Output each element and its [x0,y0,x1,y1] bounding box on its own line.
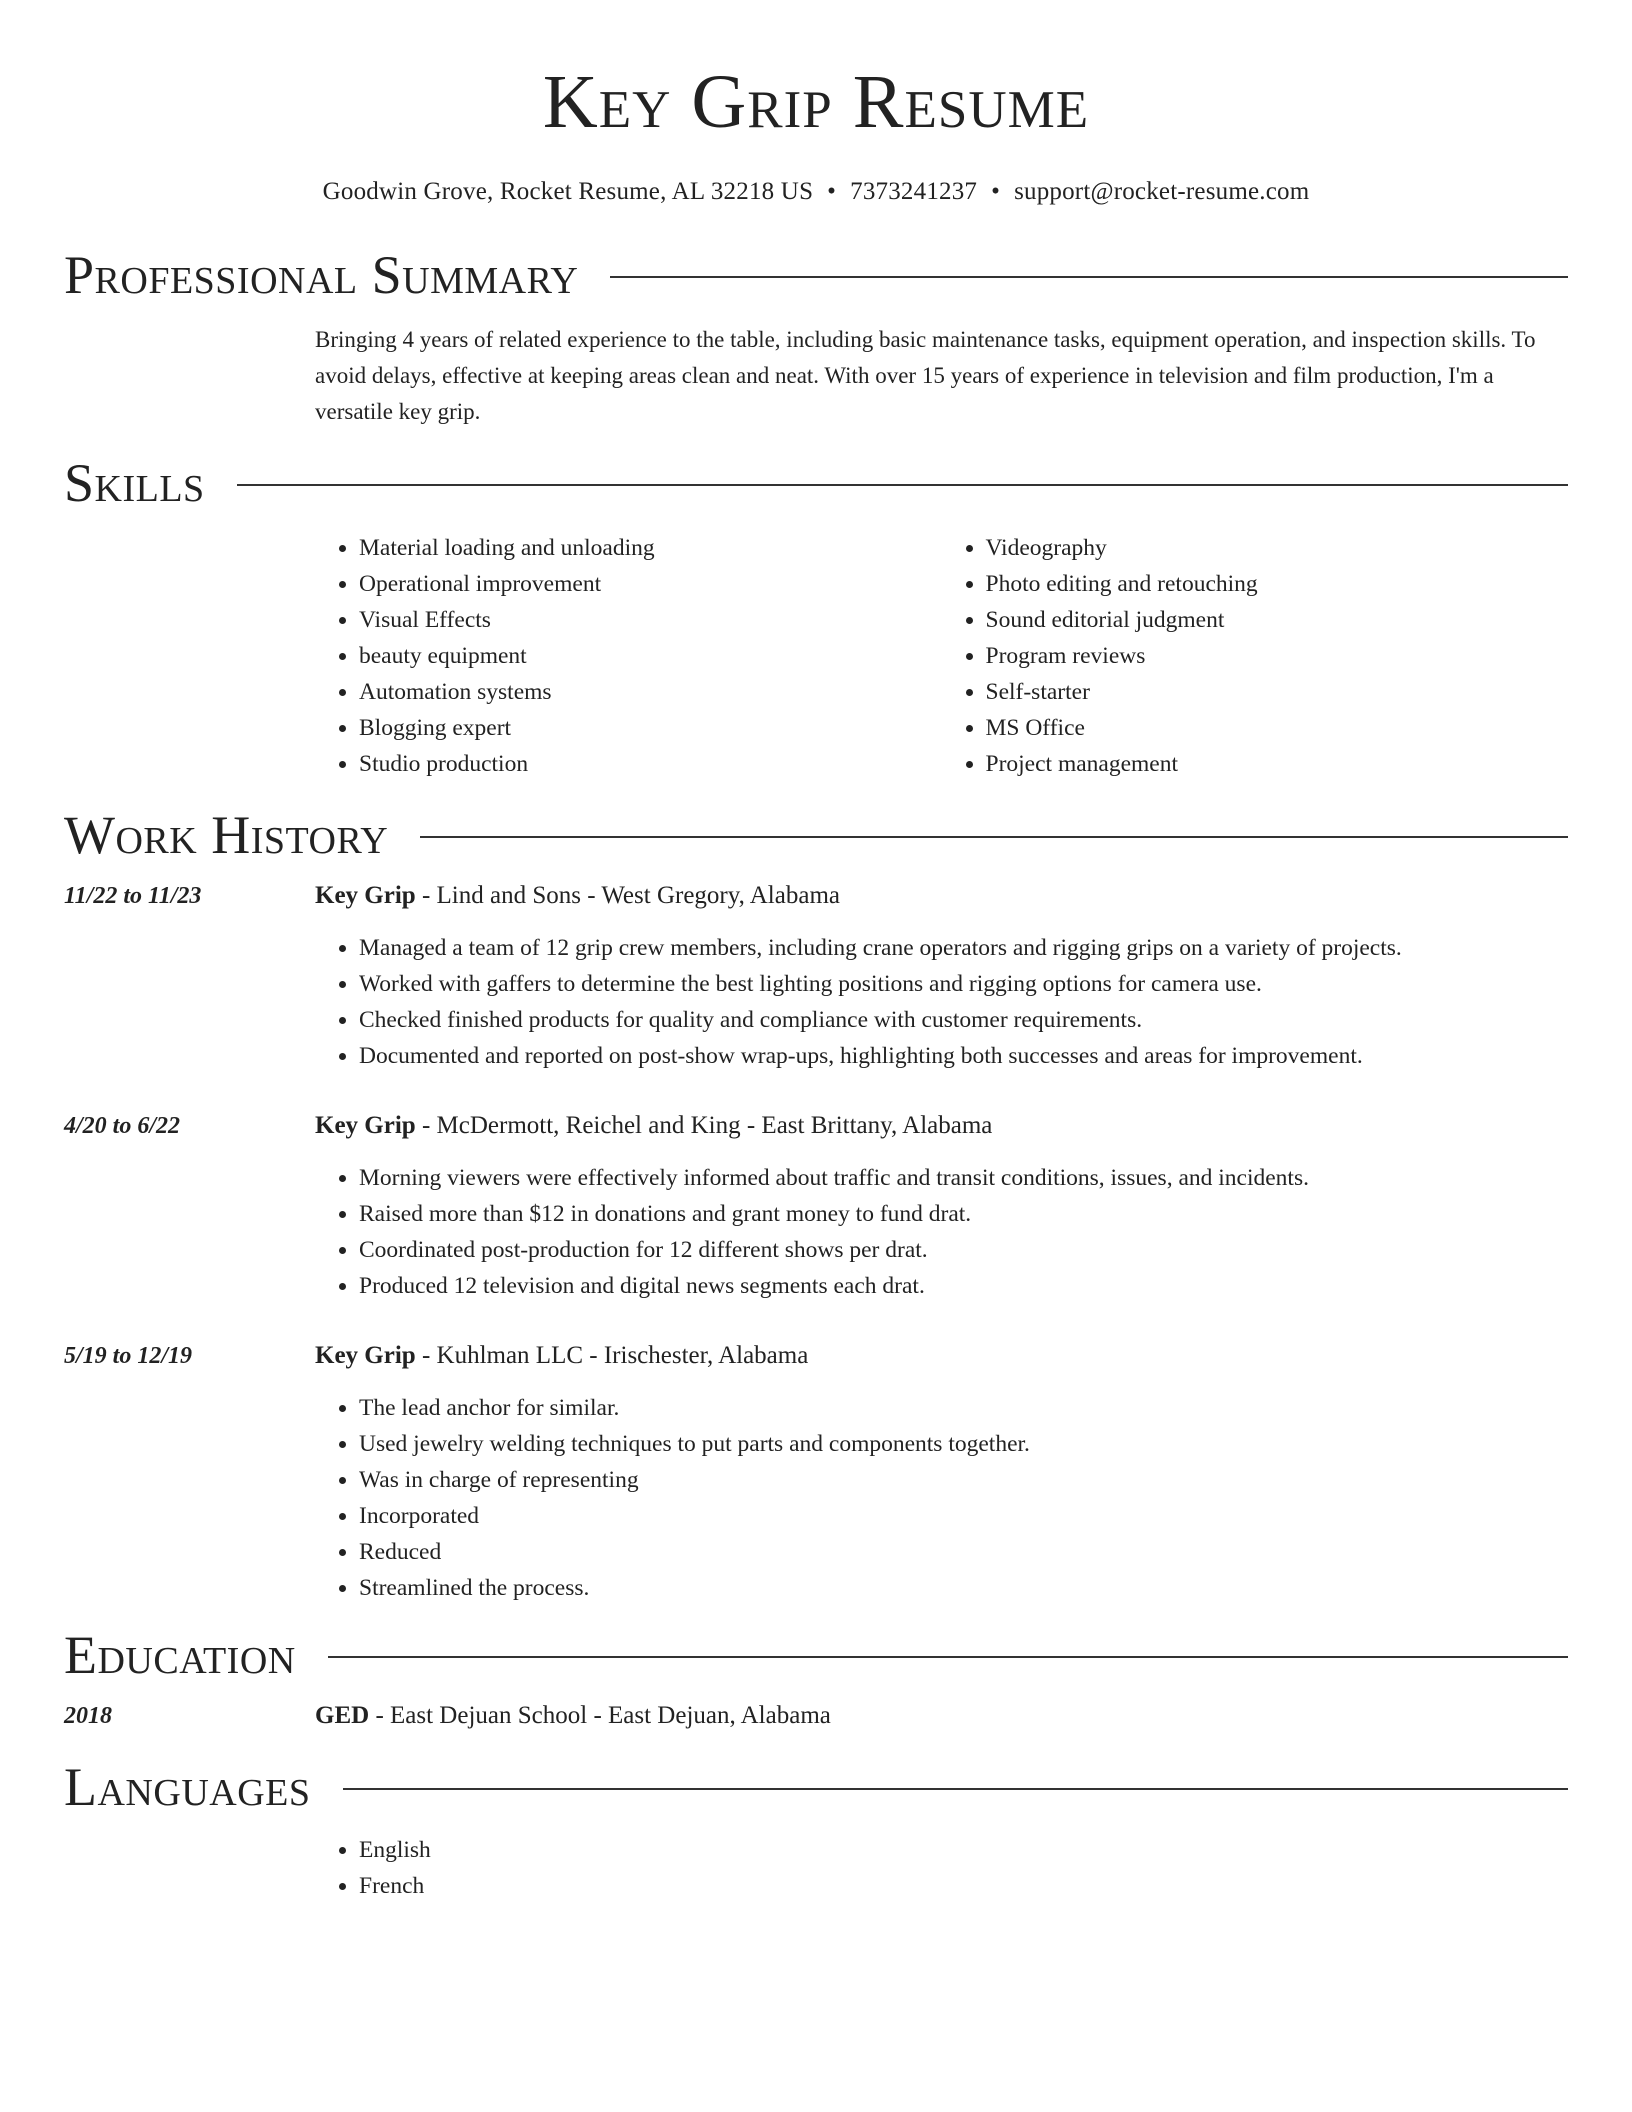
skill-item: • Studio production [359,746,942,782]
job-header [315,878,1568,914]
skills-header [64,453,1568,513]
education-entry [64,1698,1568,1734]
job-bullet: • Incorporated [359,1498,1568,1534]
section-divider [328,1656,1568,1658]
contact-phone: 7373241237 [850,178,978,205]
skill-item: • beauty equipment [359,638,942,674]
job-bullet: • Used jewelry welding techniques to put parts and components together. [359,1426,1568,1462]
section-divider [343,1788,1569,1790]
job-header [315,1108,1568,1144]
education-date: 2018 [64,1703,112,1729]
skill-item: • Material loading and unloading [359,530,942,566]
skill-item: • Self-starter [986,674,1569,710]
languages-section [64,1757,1568,1904]
language-item: • French [359,1868,1568,1904]
section-title: Work History [64,805,389,865]
job-role: Key Grip [315,1112,416,1139]
education-section [64,1625,1568,1734]
job-bullet: • Produced 12 television and digital news segments each drat. [359,1268,1568,1304]
job-bullets [315,930,1568,1074]
job-bullet: • Streamlined the process. [359,1570,1568,1606]
job-bullet: • Reduced [359,1534,1568,1570]
job-bullet: • Checked finished products for quality and compliance with customer requirements. [359,1002,1568,1038]
skill-item: • Sound editorial judgment [986,602,1569,638]
job-entry [64,1108,1568,1304]
job-date: 5/19 to 12/19 [64,1343,193,1369]
summary-text: Bringing 4 years of related experience to the table, including basic maintenance tasks, equipment operation, and inspection skills. To avoid delays, effective at keeping areas clean and neat. With over 15 years of experience in television and film production, I'm a versatile key grip. [315,327,1536,424]
education-header [64,1625,1568,1685]
languages-list [315,1832,1568,1904]
contact-separator: • [827,178,837,205]
language-item: • English [359,1832,1568,1868]
skill-item: • MS Office [986,710,1569,746]
skill-item: • Project management [986,746,1569,782]
contact-address: Goodwin Grove, Rocket Resume, AL 32218 US [322,178,814,205]
skill-item: • Operational improvement [359,566,942,602]
skill-item: • Automation systems [359,674,942,710]
job-employer: - McDermott, Reichel and King - East Brittany, Alabama [415,1112,993,1139]
languages-header [64,1757,1568,1817]
job-employer: - Lind and Sons - West Gregory, Alabama [415,882,840,909]
skills-list-right [942,530,1569,782]
job-bullets [315,1160,1568,1304]
job-bullet: • Documented and reported on post-show wrap-ups, highlighting both successes and areas for improvement. [359,1038,1568,1074]
skill-item: • Program reviews [986,638,1569,674]
job-bullet: • The lead anchor for similar. [359,1390,1568,1426]
job-employer: - Kuhlman LLC - Irischester, Alabama [415,1342,809,1369]
summary-header [64,245,1568,305]
job-bullet: • Coordinated post-production for 12 different shows per drat. [359,1232,1568,1268]
skills-section [64,453,1568,782]
section-title: Skills [64,453,205,513]
skills-list-left [315,530,942,782]
resume-title: Key Grip Resume [542,60,1090,144]
education-header-line [315,1698,1568,1734]
contact-line [64,178,1568,206]
job-bullets [315,1390,1568,1606]
section-title: Languages [64,1757,311,1817]
work-history-section [64,805,1568,1606]
job-bullet: • Was in charge of representing [359,1462,1568,1498]
job-bullet: • Morning viewers were effectively informed about traffic and transit conditions, issues, and incidents. [359,1160,1568,1196]
skill-item: • Blogging expert [359,710,942,746]
job-role: Key Grip [315,1342,416,1369]
work-history-header [64,805,1568,865]
job-entry [64,1338,1568,1606]
skill-item: • Photo editing and retouching [986,566,1569,602]
section-title: Professional Summary [64,245,579,305]
contact-email: support@rocket-resume.com [1014,178,1310,205]
job-bullet: • Managed a team of 12 grip crew members, including crane operators and rigging grips on a variety of projects. [359,930,1568,966]
skill-item: • Videography [986,530,1569,566]
job-bullet: • Raised more than $12 in donations and grant money to fund drat. [359,1196,1568,1232]
summary-section [64,245,1568,430]
section-divider [420,836,1568,838]
section-divider [237,484,1568,486]
contact-separator: • [991,178,1001,205]
education-school: - East Dejuan School - East Dejuan, Alabama [369,1702,831,1729]
job-bullet: • Worked with gaffers to determine the best lighting positions and rigging options for camera use. [359,966,1568,1002]
job-header [315,1338,1568,1374]
job-role: Key Grip [315,882,416,909]
section-divider [610,276,1568,278]
job-entry [64,878,1568,1074]
section-title: Education [64,1625,296,1685]
skill-item: • Visual Effects [359,602,942,638]
education-degree: GED [315,1702,370,1729]
job-date: 11/22 to 11/23 [64,883,202,909]
job-date: 4/20 to 6/22 [64,1113,181,1139]
